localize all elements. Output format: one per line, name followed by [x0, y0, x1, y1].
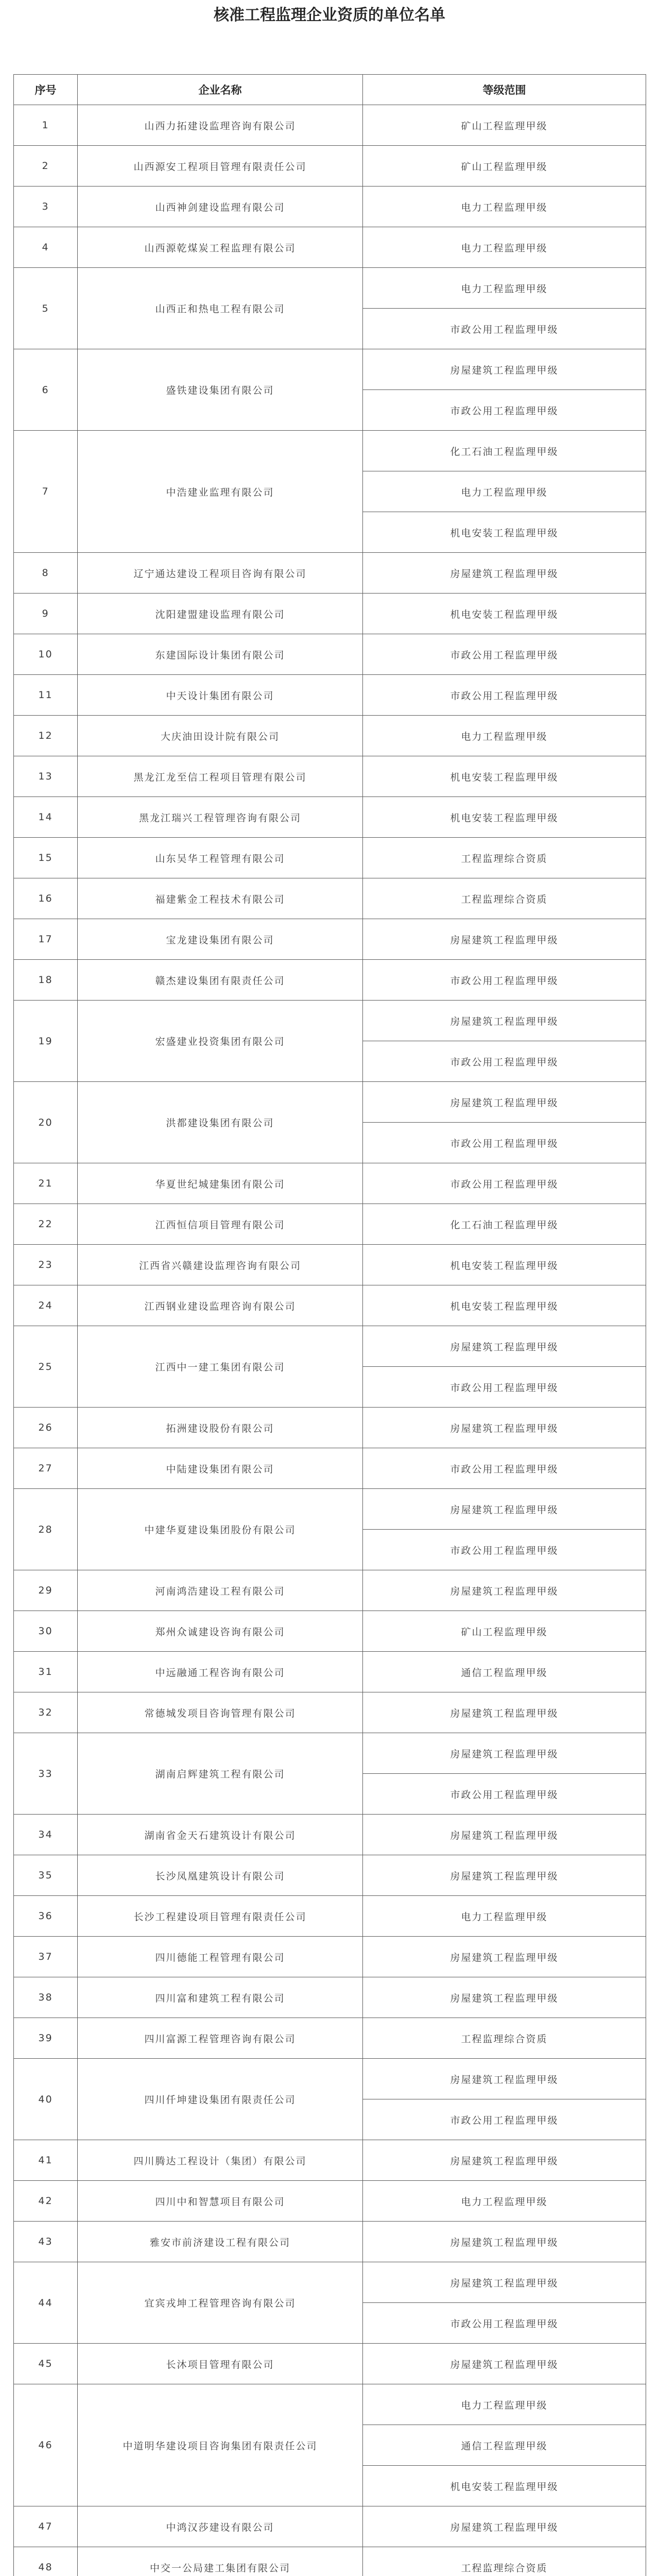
cell-company: 常德城发项目咨询管理有限公司: [78, 1692, 363, 1733]
cell-company: 四川富源工程管理咨询有限公司: [78, 2018, 363, 2059]
table-body: [14, 105, 646, 2576]
cell-company: 山西力拓建设监理咨询有限公司: [78, 105, 363, 146]
cell-scope: 市政公用工程监理甲级: [363, 309, 646, 349]
cell-company: 山西源安工程项目管理有限责任公司: [78, 146, 363, 187]
cell-scope: 房屋建筑工程监理甲级: [363, 2222, 646, 2262]
table-row: [14, 594, 646, 634]
cell-company: 拓洲建设股份有限公司: [78, 1408, 363, 1448]
cell-scope: 房屋建筑工程监理甲级: [363, 2506, 646, 2547]
table-row: [14, 919, 646, 960]
cell-scope: 机电安装工程监理甲级: [363, 1285, 646, 1326]
table-row: [14, 1855, 646, 1896]
cell-company: 福建紫金工程技术有限公司: [78, 878, 363, 919]
table-row: [14, 634, 646, 675]
table-row: [14, 2181, 646, 2222]
cell-no: 2: [14, 146, 78, 187]
cell-no: 24: [14, 1285, 78, 1326]
cell-scope: 机电安装工程监理甲级: [363, 512, 646, 553]
cell-scope: 市政公用工程监理甲级: [363, 2303, 646, 2344]
cell-scope: 化工石油工程监理甲级: [363, 431, 646, 471]
table-row: [14, 2344, 646, 2384]
table-row: [14, 1489, 646, 1530]
cell-scope: 电力工程监理甲级: [363, 1896, 646, 1937]
page-title: 核准工程监理企业资质的单位名单: [214, 6, 445, 24]
cell-company: 大庆油田设计院有限公司: [78, 716, 363, 756]
cell-company: 长沙凤凰建筑设计有限公司: [78, 1855, 363, 1896]
cell-company: 沈阳建盟建设监理有限公司: [78, 594, 363, 634]
cell-company: 长沙工程建设项目管理有限责任公司: [78, 1896, 363, 1937]
cell-no: 32: [14, 1692, 78, 1733]
table-row: [14, 878, 646, 919]
cell-scope: 房屋建筑工程监理甲级: [363, 2059, 646, 2099]
cell-scope: 房屋建筑工程监理甲级: [363, 1692, 646, 1733]
table-row: [14, 2140, 646, 2181]
cell-company: 中鸿汉莎建设有限公司: [78, 2506, 363, 2547]
cell-no: 18: [14, 960, 78, 1001]
cell-no: 28: [14, 1489, 78, 1570]
table-row: [14, 1733, 646, 1774]
cell-scope: 房屋建筑工程监理甲级: [363, 1326, 646, 1367]
table-header-row: [14, 75, 646, 105]
cell-no: 1: [14, 105, 78, 146]
cell-no: 34: [14, 1815, 78, 1855]
table-row: [14, 756, 646, 797]
cell-no: 26: [14, 1408, 78, 1448]
cell-no: 6: [14, 349, 78, 431]
cell-scope: 电力工程监理甲级: [363, 2384, 646, 2425]
cell-scope: 房屋建筑工程监理甲级: [363, 2344, 646, 2384]
table-row: [14, 838, 646, 878]
table-row: [14, 349, 646, 390]
cell-company: 山东吴华工程管理有限公司: [78, 838, 363, 878]
cell-no: 15: [14, 838, 78, 878]
cell-company: 江西钢业建设监理咨询有限公司: [78, 1285, 363, 1326]
cell-no: 39: [14, 2018, 78, 2059]
cell-no: 20: [14, 1082, 78, 1163]
cell-company: 山西正和热电工程有限公司: [78, 268, 363, 349]
cell-no: 8: [14, 553, 78, 594]
cell-no: 29: [14, 1570, 78, 1611]
table-row: [14, 2506, 646, 2547]
cell-company: 四川德能工程管理有限公司: [78, 1937, 363, 1977]
cell-scope: 通信工程监理甲级: [363, 1652, 646, 1692]
table-row: [14, 1408, 646, 1448]
cell-scope: 房屋建筑工程监理甲级: [363, 1937, 646, 1977]
cell-company: 河南鸿浩建设工程有限公司: [78, 1570, 363, 1611]
cell-scope: 市政公用工程监理甲级: [363, 1530, 646, 1570]
cell-scope: 房屋建筑工程监理甲级: [363, 1977, 646, 2018]
cell-scope: 房屋建筑工程监理甲级: [363, 1733, 646, 1774]
table-row: [14, 105, 646, 146]
cell-company: 宜宾戎坤工程管理咨询有限公司: [78, 2262, 363, 2344]
cell-no: 45: [14, 2344, 78, 2384]
cell-company: 山西源乾煤炭工程监理有限公司: [78, 227, 363, 268]
cell-no: 17: [14, 919, 78, 960]
cell-scope: 电力工程监理甲级: [363, 187, 646, 227]
cell-no: 23: [14, 1245, 78, 1285]
table-row: [14, 1326, 646, 1367]
cell-scope: 房屋建筑工程监理甲级: [363, 919, 646, 960]
cell-scope: 房屋建筑工程监理甲级: [363, 1815, 646, 1855]
cell-company: 四川腾达工程设计（集团）有限公司: [78, 2140, 363, 2181]
cell-no: 27: [14, 1448, 78, 1489]
table-row: [14, 187, 646, 227]
table-row: [14, 716, 646, 756]
table-row: [14, 2547, 646, 2576]
table-row: [14, 2222, 646, 2262]
cell-company: 四川富和建筑工程有限公司: [78, 1977, 363, 2018]
cell-scope: 电力工程监理甲级: [363, 471, 646, 512]
cell-no: 40: [14, 2059, 78, 2140]
cell-no: 43: [14, 2222, 78, 2262]
cell-no: 19: [14, 1001, 78, 1082]
cell-no: 22: [14, 1204, 78, 1245]
cell-no: 42: [14, 2181, 78, 2222]
cell-company: 山西神剑建设监理有限公司: [78, 187, 363, 227]
cell-company: 中浩建业监理有限公司: [78, 431, 363, 553]
table-row: [14, 431, 646, 471]
cell-no: 37: [14, 1937, 78, 1977]
table-row: [14, 1204, 646, 1245]
cell-no: 13: [14, 756, 78, 797]
cell-company: 中交一公局建工集团有限公司: [78, 2547, 363, 2576]
cell-scope: 工程监理综合资质: [363, 2547, 646, 2576]
table-row: [14, 1611, 646, 1652]
cell-scope: 机电安装工程监理甲级: [363, 594, 646, 634]
cell-company: 辽宁通达建设工程项目咨询有限公司: [78, 553, 363, 594]
cell-company: 雅安市前济建设工程有限公司: [78, 2222, 363, 2262]
table-row: [14, 227, 646, 268]
cell-scope: 市政公用工程监理甲级: [363, 2099, 646, 2140]
cell-no: 41: [14, 2140, 78, 2181]
cell-no: 47: [14, 2506, 78, 2547]
cell-scope: 机电安装工程监理甲级: [363, 1245, 646, 1285]
cell-company: 华夏世纪城建集团有限公司: [78, 1163, 363, 1204]
cell-scope: 房屋建筑工程监理甲级: [363, 2140, 646, 2181]
table-row: [14, 1652, 646, 1692]
cell-company: 洪都建设集团有限公司: [78, 1082, 363, 1163]
table-row: [14, 268, 646, 309]
cell-company: 湖南启辉建筑工程有限公司: [78, 1733, 363, 1815]
cell-no: 48: [14, 2547, 78, 2576]
cell-scope: 电力工程监理甲级: [363, 716, 646, 756]
cell-company: 中陆建设集团有限公司: [78, 1448, 363, 1489]
table-row: [14, 1815, 646, 1855]
cell-no: 35: [14, 1855, 78, 1896]
cell-company: 中建华夏建设集团股份有限公司: [78, 1489, 363, 1570]
cell-scope: 机电安装工程监理甲级: [363, 756, 646, 797]
cell-scope: 房屋建筑工程监理甲级: [363, 349, 646, 390]
cell-scope: 市政公用工程监理甲级: [363, 675, 646, 716]
cell-scope: 机电安装工程监理甲级: [363, 2466, 646, 2506]
cell-scope: 电力工程监理甲级: [363, 2181, 646, 2222]
cell-scope: 房屋建筑工程监理甲级: [363, 553, 646, 594]
cell-scope: 市政公用工程监理甲级: [363, 1123, 646, 1163]
cell-no: 36: [14, 1896, 78, 1937]
table-row: [14, 797, 646, 838]
cell-company: 盛铁建设集团有限公司: [78, 349, 363, 431]
cell-scope: 化工石油工程监理甲级: [363, 1204, 646, 1245]
cell-company: 四川仟坤建设集团有限责任公司: [78, 2059, 363, 2140]
header-no: 序号: [14, 75, 78, 105]
cell-no: 31: [14, 1652, 78, 1692]
cell-company: 湖南省金天石建筑设计有限公司: [78, 1815, 363, 1855]
cell-scope: 房屋建筑工程监理甲级: [363, 1408, 646, 1448]
cell-no: 25: [14, 1326, 78, 1408]
table-row: [14, 2059, 646, 2099]
cell-scope: 通信工程监理甲级: [363, 2425, 646, 2466]
table-row: [14, 1245, 646, 1285]
cell-no: 4: [14, 227, 78, 268]
cell-company: 赣杰建设集团有限责任公司: [78, 960, 363, 1001]
cell-scope: 市政公用工程监理甲级: [363, 1041, 646, 1082]
header-company: 企业名称: [78, 75, 363, 105]
cell-company: 中道明华建设项目咨询集团有限责任公司: [78, 2384, 363, 2506]
table-row: [14, 1082, 646, 1123]
cell-company: 江西中一建工集团有限公司: [78, 1326, 363, 1408]
cell-no: 38: [14, 1977, 78, 2018]
cell-scope: 工程监理综合资质: [363, 2018, 646, 2059]
cell-company: 江西省兴赣建设监理咨询有限公司: [78, 1245, 363, 1285]
table-row: [14, 675, 646, 716]
cell-scope: 市政公用工程监理甲级: [363, 634, 646, 675]
cell-company: 江西恒信项目管理有限公司: [78, 1204, 363, 1245]
table-row: [14, 1163, 646, 1204]
cell-no: 33: [14, 1733, 78, 1815]
cell-no: 11: [14, 675, 78, 716]
cell-company: 宝龙建设集团有限公司: [78, 919, 363, 960]
cell-scope: 房屋建筑工程监理甲级: [363, 1855, 646, 1896]
cell-company: 长沐项目管理有限公司: [78, 2344, 363, 2384]
cell-scope: 电力工程监理甲级: [363, 227, 646, 268]
cell-scope: 市政公用工程监理甲级: [363, 960, 646, 1001]
cell-no: 10: [14, 634, 78, 675]
cell-scope: 矿山工程监理甲级: [363, 105, 646, 146]
cell-scope: 市政公用工程监理甲级: [363, 1774, 646, 1815]
table-row: [14, 2384, 646, 2425]
cell-scope: 市政公用工程监理甲级: [363, 1367, 646, 1408]
cell-no: 7: [14, 431, 78, 553]
cell-company: 黑龙江龙至信工程项目管理有限公司: [78, 756, 363, 797]
cell-company: 中天设计集团有限公司: [78, 675, 363, 716]
table-row: [14, 553, 646, 594]
cell-no: 12: [14, 716, 78, 756]
table-row: [14, 1692, 646, 1733]
cell-no: 14: [14, 797, 78, 838]
cell-no: 21: [14, 1163, 78, 1204]
cell-company: 黑龙江瑞兴工程管理咨询有限公司: [78, 797, 363, 838]
cell-scope: 房屋建筑工程监理甲级: [363, 1082, 646, 1123]
table-row: [14, 1285, 646, 1326]
table-row: [14, 1001, 646, 1041]
table-row: [14, 2018, 646, 2059]
table-row: [14, 960, 646, 1001]
cell-scope: 市政公用工程监理甲级: [363, 1163, 646, 1204]
cell-scope: 电力工程监理甲级: [363, 268, 646, 309]
cell-no: 9: [14, 594, 78, 634]
table-row: [14, 1977, 646, 2018]
cell-company: 郑州众诚建设咨询有限公司: [78, 1611, 363, 1652]
cell-scope: 市政公用工程监理甲级: [363, 390, 646, 431]
cell-scope: 矿山工程监理甲级: [363, 146, 646, 187]
cell-company: 四川中和智慧项目有限公司: [78, 2181, 363, 2222]
table-row: [14, 1570, 646, 1611]
cell-company: 东建国际设计集团有限公司: [78, 634, 363, 675]
cell-scope: 工程监理综合资质: [363, 878, 646, 919]
cell-scope: 矿山工程监理甲级: [363, 1611, 646, 1652]
cell-scope: 房屋建筑工程监理甲级: [363, 1570, 646, 1611]
cell-company: 宏盛建业投资集团有限公司: [78, 1001, 363, 1082]
cell-company: 中远融通工程咨询有限公司: [78, 1652, 363, 1692]
cell-scope: 房屋建筑工程监理甲级: [363, 1001, 646, 1041]
table-row: [14, 146, 646, 187]
cell-scope: 工程监理综合资质: [363, 838, 646, 878]
cell-scope: 机电安装工程监理甲级: [363, 797, 646, 838]
cell-scope: 市政公用工程监理甲级: [363, 1448, 646, 1489]
cell-no: 46: [14, 2384, 78, 2506]
company-table: [13, 74, 646, 2576]
cell-no: 5: [14, 268, 78, 349]
cell-no: 44: [14, 2262, 78, 2344]
cell-scope: 房屋建筑工程监理甲级: [363, 2262, 646, 2303]
table-row: [14, 1896, 646, 1937]
table-row: [14, 1937, 646, 1977]
cell-no: 16: [14, 878, 78, 919]
table-row: [14, 1448, 646, 1489]
table-row: [14, 2262, 646, 2303]
cell-no: 30: [14, 1611, 78, 1652]
cell-no: 3: [14, 187, 78, 227]
header-scope: 等级范围: [363, 75, 646, 105]
cell-scope: 房屋建筑工程监理甲级: [363, 1489, 646, 1530]
